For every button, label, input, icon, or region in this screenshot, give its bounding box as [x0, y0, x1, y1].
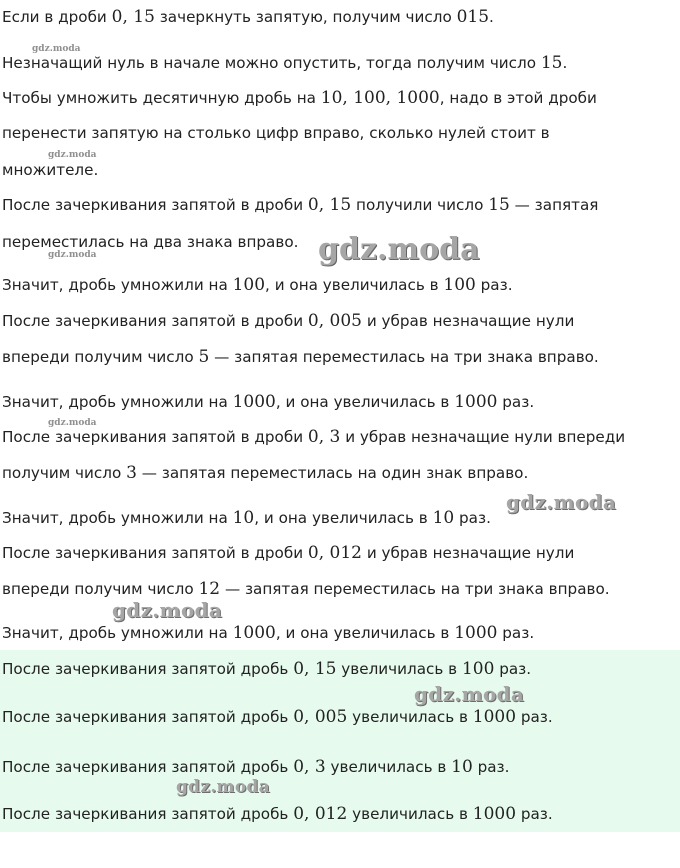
math-value: 1000: [232, 623, 276, 643]
math-value: 5: [198, 347, 210, 367]
text-fragment: .: [489, 8, 494, 26]
text-fragment: После зачеркивания запятой в дроби: [2, 196, 308, 214]
text-fragment: получили число: [351, 196, 489, 214]
math-value: 10: [232, 508, 255, 528]
watermark: gdz.moda: [48, 418, 97, 428]
text-fragment: увеличилась в: [347, 805, 473, 823]
answer-line: [2, 707, 553, 727]
text-fragment: , и она увеличилась в: [275, 624, 455, 642]
text-line: [2, 543, 574, 563]
text-line: [2, 53, 567, 73]
text-line: [2, 7, 494, 27]
watermark: gdz.moda: [112, 598, 223, 622]
text-fragment: и убрав незначащие нули впереди: [340, 428, 626, 446]
math-value: 1000: [454, 392, 498, 412]
text-fragment: и убрав незначащие нули: [362, 312, 575, 330]
math-value: 3: [126, 463, 137, 483]
math-value: 12: [198, 579, 221, 599]
text-fragment: увеличилась в: [347, 708, 473, 726]
math-value: 10: [432, 508, 455, 528]
text-fragment: Незначащий нуль в начале можно опустить, тогда получим число: [2, 54, 541, 72]
answer-line: [2, 757, 509, 777]
text-fragment: Чтобы умножить десятичную дробь на: [2, 89, 321, 107]
text-fragment: После зачеркивания запятой дробь: [2, 660, 294, 678]
text-fragment: .: [562, 54, 568, 72]
text-line: [2, 88, 597, 108]
text-fragment: Значит, дробь умножили на: [2, 276, 233, 294]
math-value: 10: [451, 757, 473, 777]
text-fragment: — запятая переместилась на три знака вправо.: [220, 580, 610, 598]
text-fragment: раз.: [516, 708, 553, 726]
text-line: [2, 195, 598, 215]
math-value: 1000: [454, 623, 498, 643]
math-value: 0, 15: [307, 195, 352, 215]
text-fragment: множителе.: [2, 161, 99, 179]
text-fragment: раз.: [497, 393, 535, 411]
math-value: 0, 005: [307, 311, 362, 331]
text-fragment: После зачеркивания запятой дробь: [2, 805, 294, 823]
text-fragment: После зачеркивания запятой дробь: [2, 758, 294, 776]
text-fragment: переместилась на два знака вправо.: [2, 233, 299, 251]
text-fragment: После зачеркивания запятой в дроби: [2, 544, 308, 562]
watermark: gdz.moda: [318, 232, 480, 267]
math-value: 015: [456, 7, 490, 27]
text-fragment: раз.: [494, 660, 532, 678]
watermark: gdz.moda: [506, 490, 617, 514]
math-value: 15: [540, 53, 563, 73]
text-fragment: получим число: [2, 464, 127, 482]
text-fragment: и убрав незначащие нули: [362, 544, 575, 562]
math-value: 1000: [472, 707, 517, 727]
text-fragment: Значит, дробь умножили на: [2, 393, 233, 411]
text-line: [2, 579, 610, 599]
math-value: 0, 005: [293, 707, 348, 727]
math-value: 0, 15: [111, 7, 155, 27]
text-line: [2, 160, 98, 180]
math-value: 0, 15: [293, 659, 337, 679]
text-fragment: — запятая переместилась на один знак вправо.: [136, 464, 529, 482]
math-value: 1000: [232, 392, 276, 412]
text-fragment: зачеркнуть запятую, получим число: [154, 8, 457, 26]
math-value: 100: [461, 659, 495, 679]
text-line: [2, 463, 528, 483]
text-fragment: увеличилась в: [325, 758, 452, 776]
text-fragment: увеличилась в: [336, 660, 462, 678]
watermark: gdz.moda: [176, 777, 270, 797]
text-fragment: раз.: [497, 624, 535, 642]
text-fragment: впереди получим число: [2, 580, 199, 598]
math-value: 0, 012: [307, 543, 362, 563]
text-fragment: После зачеркивания запятой в дроби: [2, 312, 308, 330]
text-fragment: Если в дроби: [2, 8, 112, 26]
text-line: [2, 347, 599, 367]
watermark: gdz.moda: [32, 44, 81, 54]
answer-line: [2, 804, 553, 824]
text-fragment: — запятая переместилась на три знака вправо.: [209, 348, 599, 366]
text-line: [2, 275, 513, 295]
text-fragment: раз.: [516, 805, 553, 823]
text-line: [2, 311, 574, 331]
text-fragment: , и она увеличилась в: [265, 276, 444, 294]
text-line: [2, 232, 298, 252]
text-line: [2, 623, 534, 643]
math-value: 0, 3: [307, 427, 341, 447]
text-fragment: раз.: [454, 509, 491, 527]
text-fragment: , и она увеличилась в: [275, 393, 455, 411]
math-value: 10, 100, 1000: [320, 88, 440, 108]
math-value: 0, 012: [293, 804, 348, 824]
text-line: [2, 427, 625, 447]
watermark: gdz.moda: [48, 250, 97, 260]
text-line: [2, 392, 534, 412]
text-fragment: перенести запятую на столько цифр вправо, сколько нулей стоит в: [2, 124, 550, 142]
math-value: 0, 3: [293, 757, 326, 777]
text-fragment: — запятая: [509, 196, 599, 214]
watermark: gdz.moda: [48, 150, 97, 160]
text-fragment: впереди получим число: [2, 348, 199, 366]
text-fragment: После зачеркивания запятой дробь: [2, 708, 294, 726]
text-line: [2, 123, 550, 143]
text-fragment: После зачеркивания запятой в дроби: [2, 428, 308, 446]
text-fragment: раз.: [472, 758, 510, 776]
math-value: 1000: [472, 804, 517, 824]
text-fragment: , надо в этой дроби: [439, 89, 597, 107]
answer-line: [2, 659, 531, 679]
math-value: 100: [443, 275, 476, 295]
text-fragment: Значит, дробь умножили на: [2, 509, 233, 527]
text-fragment: , и она увеличилась в: [254, 509, 433, 527]
math-value: 100: [232, 275, 266, 295]
text-line: [2, 508, 491, 528]
math-value: 15: [488, 195, 510, 215]
text-fragment: раз.: [475, 276, 513, 294]
watermark: gdz.moda: [414, 682, 525, 706]
text-fragment: Значит, дробь умножили на: [2, 624, 233, 642]
